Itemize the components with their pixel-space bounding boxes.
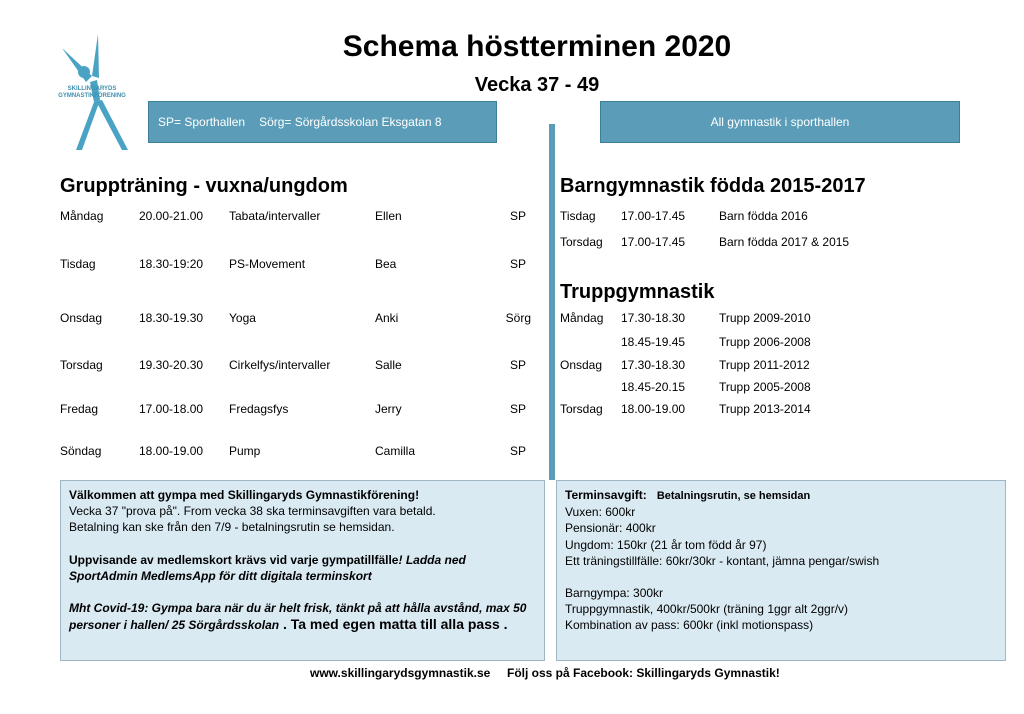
place: SP — [509, 444, 526, 458]
day: Måndag — [60, 209, 104, 223]
fee-line: Vuxen: 600kr — [565, 505, 636, 520]
fees-panel — [556, 480, 1006, 661]
leader: Salle — [375, 358, 402, 372]
website-link[interactable]: www.skillingarydsgymnastik.se — [310, 666, 491, 680]
day: Söndag — [60, 444, 102, 458]
membership-card-text: Uppvisande av medlemskort krävs vid varje gympatillfälle — [69, 552, 399, 567]
legend-sorg: Sörg= Sörgårdsskolan Eksgatan 8 — [259, 115, 442, 129]
leader: Anki — [375, 311, 399, 325]
schedule-row — [60, 257, 540, 273]
time: 19.30-20.30 — [139, 358, 204, 372]
schedule-row — [560, 402, 960, 418]
fees-subtitle: Betalningsrutin, se hemsidan — [656, 490, 811, 502]
schedule-row — [560, 235, 960, 251]
facebook-text: Följ oss på Facebook: Skillingaryds Gymnastik! — [507, 666, 780, 680]
time: 17.00-18.00 — [139, 402, 204, 416]
time: 18.00-19.00 — [139, 444, 204, 458]
schedule-row — [560, 358, 960, 374]
activity: Fredagsfys — [229, 402, 289, 416]
schedule-row — [60, 402, 540, 418]
day: Torsdag — [560, 235, 603, 249]
group: Trupp 2011-2012 — [719, 358, 810, 372]
schedule-row — [60, 444, 540, 460]
time: 18.00-19.00 — [621, 402, 686, 416]
day: Torsdag — [60, 358, 103, 372]
time: 18.45-20.15 — [621, 380, 686, 394]
time: 18.30-19:20 — [139, 257, 204, 271]
fee-line: Pensionär: 400kr — [565, 521, 656, 536]
activity: PS-Movement — [229, 257, 306, 271]
leader: Jerry — [375, 402, 402, 416]
schedule-row — [60, 358, 540, 374]
fee-line: Kombination av pass: 600kr (inkl motionspass) — [565, 618, 814, 633]
leader: Ellen — [375, 209, 402, 223]
legend-sp: SP= Sporthallen — [158, 115, 246, 129]
schedule-row — [560, 380, 960, 396]
activity: Cirkelfys/intervaller — [229, 358, 331, 372]
welcome-title: Välkommen att gympa med Skillingaryds Gymnastikförening! — [69, 488, 420, 502]
fees-title: Terminsavgift: — [565, 488, 647, 502]
time: 17.00-17.45 — [621, 235, 686, 249]
activity: Tabata/intervaller — [229, 209, 321, 223]
time: 20.00-21.00 — [139, 209, 204, 223]
day: Onsdag — [560, 358, 603, 372]
schedule-row — [560, 311, 960, 327]
time: 17.30-18.30 — [621, 358, 686, 372]
leader: Camilla — [375, 444, 416, 458]
place: SP — [509, 257, 526, 271]
schedule-row — [60, 209, 540, 225]
place: SP — [509, 358, 526, 372]
time: 18.30-19.30 — [139, 311, 204, 325]
group: Barn födda 2017 & 2015 — [719, 235, 850, 249]
day: Fredag — [60, 402, 99, 416]
app-download-text: ! Ladda ned SportAdmin MedlemsApp för ditt digitala terminskort — [69, 552, 466, 583]
time: 17.30-18.30 — [621, 311, 686, 325]
logo-text-line1: SKILLINGARYDS — [67, 86, 117, 92]
column-divider — [549, 124, 555, 480]
welcome-line: Vecka 37 "prova på". From vecka 38 ska terminsavgiften vara betald. — [69, 504, 436, 519]
activity: Pump — [229, 444, 261, 458]
mat-text: . Ta med egen matta till alla pass . — [279, 616, 508, 633]
schedule-row — [560, 209, 960, 225]
time: 18.45-19.45 — [621, 335, 686, 349]
schedule-row — [60, 311, 540, 327]
logo-text-line2: GYMNASTIKFÖRENING — [58, 93, 126, 99]
week-range: Vecka 37 - 49 — [474, 74, 600, 96]
activity: Yoga — [229, 311, 256, 325]
welcome-line: Betalning kan ske från den 7/9 - betalningsrutin se hemsidan. — [69, 520, 395, 535]
day: Tisdag — [60, 257, 96, 271]
place: SP — [509, 402, 526, 416]
day: Måndag — [560, 311, 604, 325]
leader: Bea — [375, 257, 397, 271]
welcome-panel — [60, 480, 545, 661]
group: Trupp 2006-2008 — [719, 335, 811, 349]
schedule-row — [560, 335, 960, 351]
day: Torsdag — [560, 402, 603, 416]
fee-line: Ungdom: 150kr (21 år tom född år 97) — [565, 537, 767, 552]
day: Tisdag — [560, 209, 596, 223]
sporthall-note — [600, 101, 960, 143]
group: Trupp 2009-2010 — [719, 311, 811, 325]
place: SP — [509, 209, 526, 223]
page-title: Schema höstterminen 2020 — [342, 30, 732, 63]
place: Sörg — [505, 311, 531, 325]
time: 17.00-17.45 — [621, 209, 686, 223]
group: Trupp 2005-2008 — [719, 380, 811, 394]
trupp-heading: Truppgymnastik — [560, 281, 715, 303]
fee-line: Truppgymnastik, 400kr/500kr (träning 1ggr alt 2ggr/v) — [565, 602, 849, 617]
day: Onsdag — [60, 311, 103, 325]
covid-text: Mht Covid-19: Gympa bara när du är helt frisk, tänkt på att hålla avstånd, max 50 personer i hallen/ 25 Sörgårdsskolan — [69, 601, 527, 633]
sporthall-note-text: All gymnastik i sporthallen — [710, 115, 850, 129]
group: Barn födda 2016 — [719, 209, 808, 223]
group: Trupp 2013-2014 — [719, 402, 811, 416]
fee-line: Ett träningstillfälle: 60kr/30kr - kontant, jämna pengar/swish — [565, 553, 880, 568]
adult-heading: Gruppträning - vuxna/ungdom — [60, 175, 348, 197]
location-legend — [148, 101, 497, 143]
fee-line: Barngympa: 300kr — [565, 586, 664, 601]
children-heading: Barngymnastik födda 2015-2017 — [560, 175, 866, 197]
